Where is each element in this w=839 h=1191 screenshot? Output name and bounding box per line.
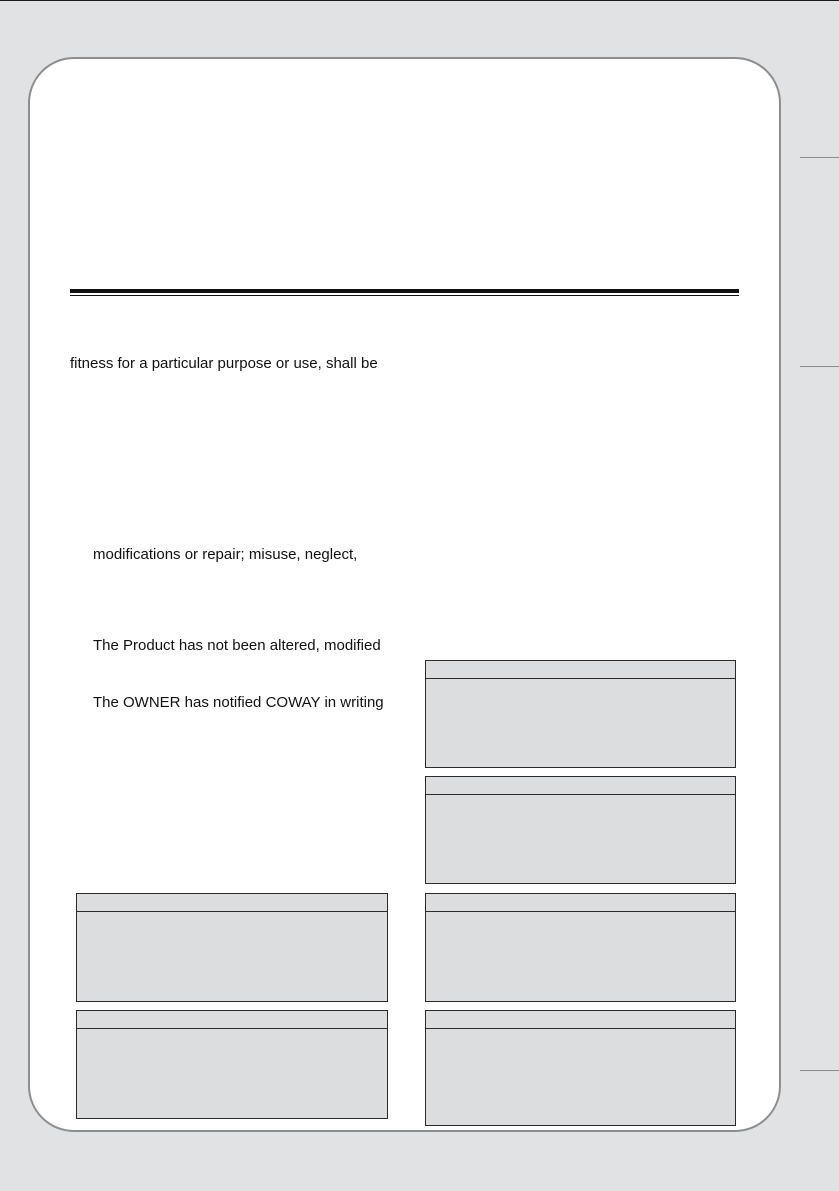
form-box-right-2[interactable] [425,776,736,884]
form-box-header [77,1011,387,1029]
form-box-header [426,661,735,679]
title-rule-thin [70,295,739,296]
top-edge-rule [0,0,839,1]
form-box-left-1[interactable] [76,893,388,1002]
warranty-text-line-fitness: fitness for a particular purpose or use, shall be [70,355,378,372]
form-box-header [426,1011,735,1029]
form-box-right-3[interactable] [425,893,736,1002]
form-box-header [77,894,387,912]
form-box-right-4[interactable] [425,1010,736,1126]
side-tab-marker-1 [800,157,839,158]
side-tab-marker-2 [800,366,839,367]
side-tab-marker-3 [800,1070,839,1071]
title-rule-thick [70,289,739,293]
form-box-header [426,894,735,912]
warranty-text-line-product-altered: The Product has not been altered, modified [93,637,381,654]
warranty-text-line-modifications: modifications or repair; misuse, neglect, [93,546,358,563]
form-box-header [426,777,735,795]
warranty-text-line-owner-notified: The OWNER has notified COWAY in writing [93,694,384,711]
form-box-right-1[interactable] [425,660,736,768]
form-box-left-2[interactable] [76,1010,388,1119]
